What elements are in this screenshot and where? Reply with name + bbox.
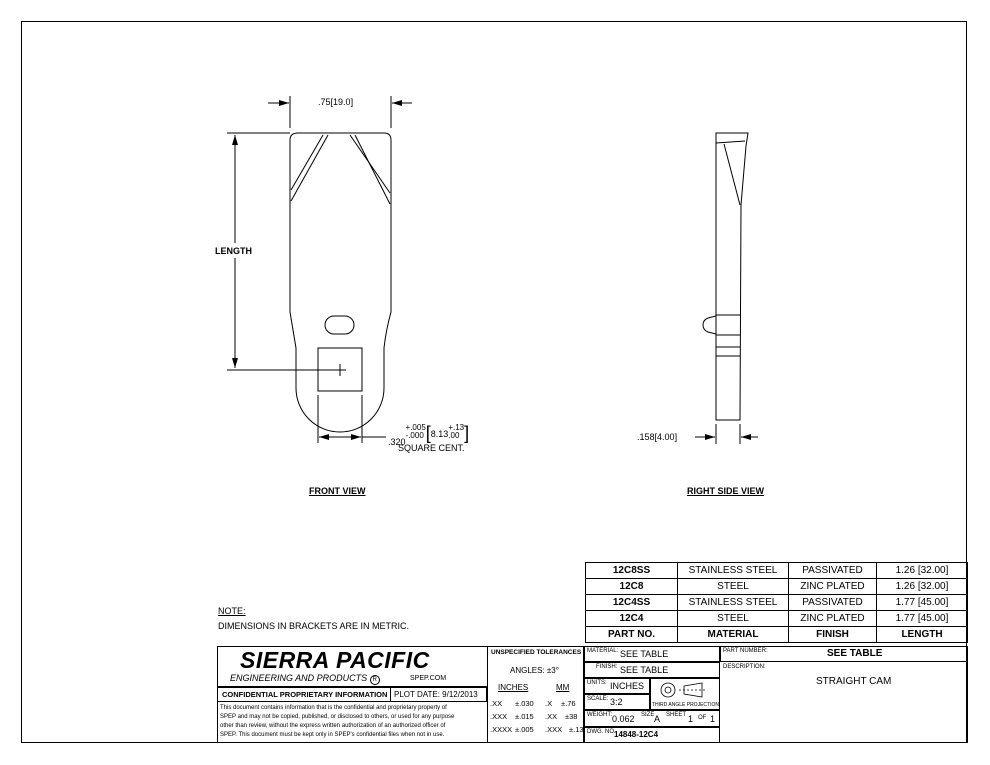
table-row: 12C8 STEEL ZINC PLATED 1.26 [32.00] <box>586 579 968 595</box>
table-row: 12C4SS STAINLESS STEEL PASSIVATED 1.77 [45.00] <box>586 595 968 611</box>
bevel-line <box>291 135 323 190</box>
parts-table <box>585 562 968 643</box>
bevel-line <box>355 135 390 204</box>
units-value: INCHES <box>610 681 645 691</box>
drawing-number: 14848-12C4 <box>614 730 659 739</box>
square-dimension: .320+.005 -.000 [8.13+.13 .00 ] <box>388 423 470 447</box>
scale-value: 3:2 <box>610 697 623 707</box>
description-value: STRAIGHT CAM <box>816 676 892 687</box>
company-logo: SIERRA PACIFIC <box>240 647 430 673</box>
confidential-text: This document contains information that is the confidential and proprietary property of SPEP and may not be copied, published, or disclosed to others, or used for any purpose other than review, without the express written authorization of an authorized officer of SPEP. This document must be kept only in SPEP's confidential files when not in use. <box>220 705 455 738</box>
note-title: NOTE: <box>218 606 246 616</box>
thickness-dimension: .158[4.00] <box>637 432 678 442</box>
front-view-title: FRONT VIEW <box>309 486 366 496</box>
material-value: SEE TABLE <box>620 649 669 659</box>
finish-value: SEE TABLE <box>620 665 669 675</box>
tolerance-rows: .XX ±.030 .X ±.76 .XXX ±.015 .XX ±38 .XXXX ±.005 .XXX ±.13 <box>490 699 584 734</box>
sheet-total: 1 <box>710 714 716 724</box>
part-number-value: SEE TABLE <box>827 648 883 659</box>
side-view-title: RIGHT SIDE VIEW <box>687 486 765 496</box>
table-header-row: PART NO. MATERIAL FINISH LENGTH <box>586 627 968 643</box>
website: SPEP.COM <box>410 675 447 682</box>
company-subtitle: ENGINEERING AND PRODUCTS R <box>230 673 380 685</box>
slot <box>325 316 354 334</box>
plot-date: PLOT DATE: 9/12/2013 <box>394 690 478 699</box>
table-row: 12C8SS STAINLESS STEEL PASSIVATED 1.26 [32.00] <box>586 563 968 579</box>
square-note: SQUARE CENT. <box>398 443 465 453</box>
table-row: 12C4 STEEL ZINC PLATED 1.77 [45.00] <box>586 611 968 627</box>
note-text: DIMENSIONS IN BRACKETS ARE IN METRIC. <box>218 621 410 631</box>
sheet-value: 1 <box>688 714 694 724</box>
bevel-line <box>291 135 328 201</box>
size-value: A <box>654 714 661 724</box>
length-label: LENGTH <box>215 246 252 256</box>
confidential-title: CONFIDENTIAL PROPRIETARY INFORMATION <box>222 690 388 699</box>
cam-front-outline <box>290 133 391 432</box>
weight-value: 0.062 <box>612 714 635 724</box>
width-dimension: .75[19.0] <box>318 97 354 107</box>
